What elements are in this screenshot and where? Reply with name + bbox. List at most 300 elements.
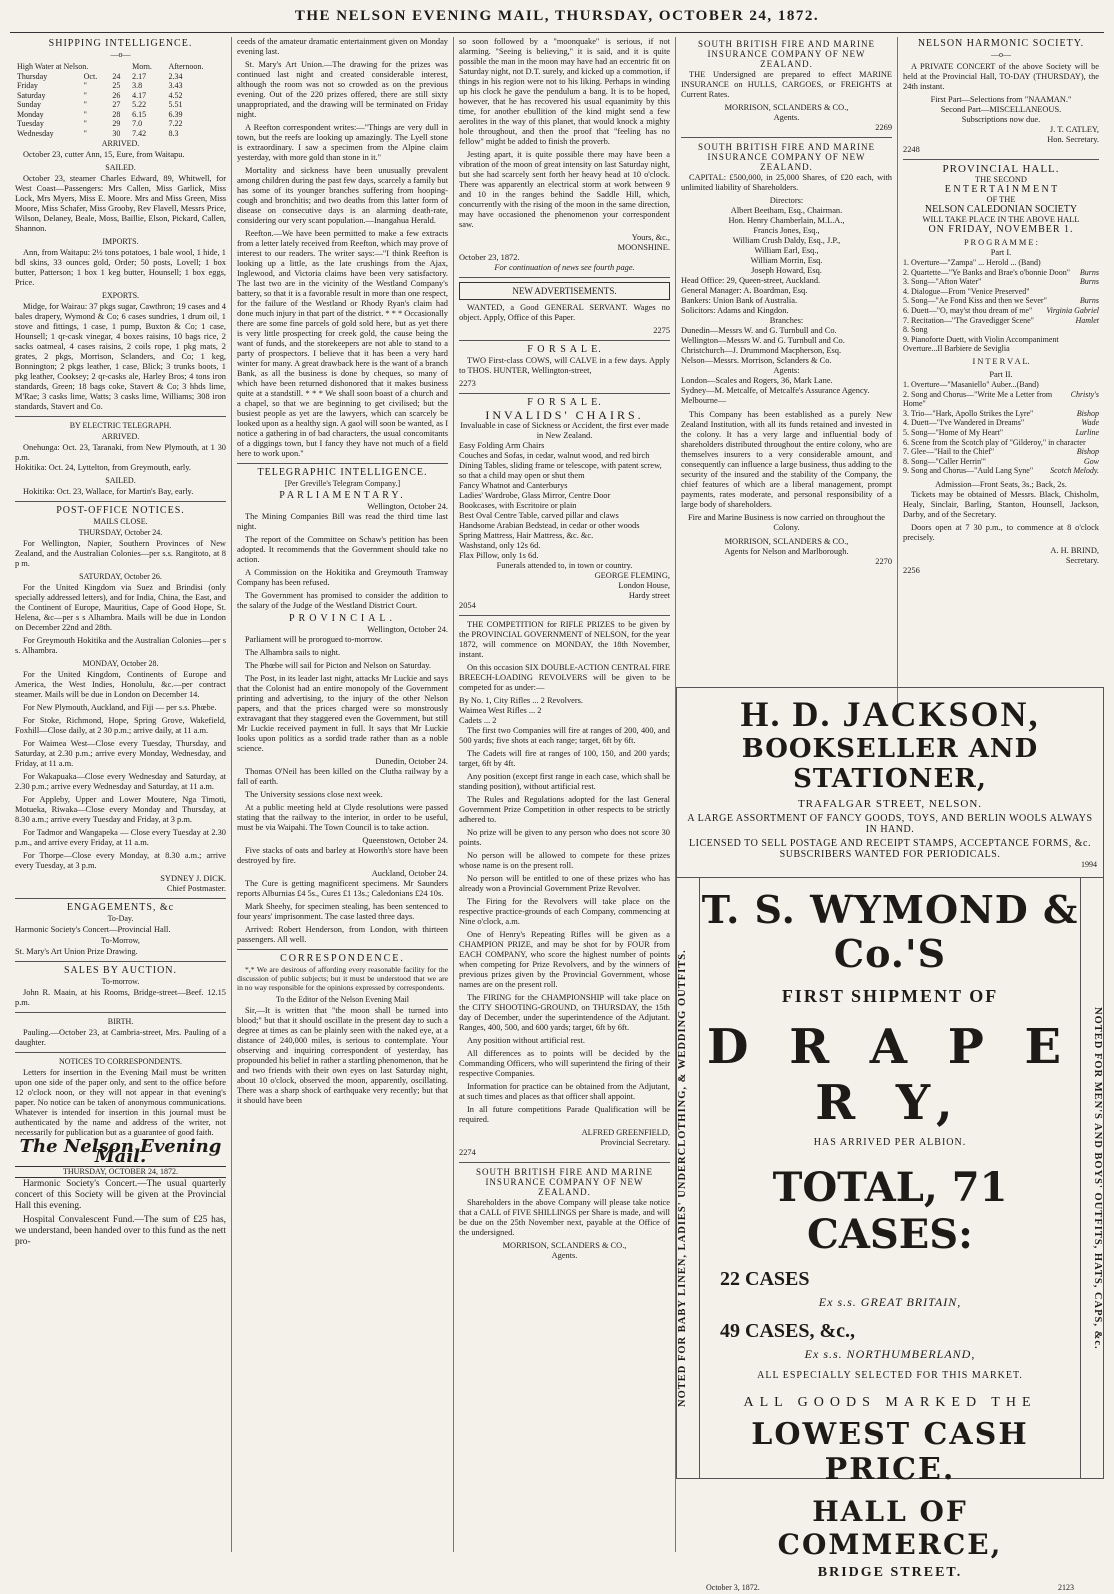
- exports-text: Midge, for Wairau: 37 pkgs sugar, Cawthron; 19 cases and 4 bales drapery, Wymond & Co; 6 cases sundries, 1 drum oil, 1 stove and fittings, 1 case, 1 pump, Buxton & Co; 1 case, Hounsell; 1 qr-cask vinegar, 4 boxes raisins, 10 bags rice, 2 sacks oatmeal, 4 cases raisins, 2 coils rope, 1 pkg mats, 2 grates, 2 pkgs, Morrison, Sclanders, and Co; 1 keg, Bonnington; 2 pkgs leather, 1 case, Blick; 3 trunks boots, 1 pkg leather, Cooksey; 2 qr-casks ale, Harley Bros; 4 tons iron standards, Green; 18 bags coke, Stavert & Co; 3 hhds lime, M'Rae; 3 casks lime, Watts; 3 casks lime, Williams; 308 iron standards, Stavert and Co.: [15, 302, 226, 411]
- programme-item: [903, 418, 1099, 428]
- invalids-chairs-heading: INVALIDS' CHAIRS.: [485, 408, 644, 422]
- ad-number: 2123: [1058, 1583, 1074, 1592]
- news-item: Five stacks of oats and barley at Howorth's store have been destroyed by fire.: [237, 846, 448, 865]
- programme-item: [903, 287, 1099, 297]
- invalids-sub: Invaluable in case of Sickness or Accident, the first ever made in New Zealand.: [460, 421, 669, 440]
- tide-day: Monday: [17, 109, 44, 119]
- ad-number: 2274: [459, 1148, 476, 1157]
- news-item: The Cure is getting magnificent specimens. Mr Saunders reports Alburnias £4 5s., Cures £1 13s.; Caledonians £24 10s.: [237, 879, 448, 898]
- south-british-call: Shareholders in the above Company will please take notice that a CALL of FIVE SHILLINGS per Share is made, and will be due on the 25th November next, payable at the Office of the undersigned.: [459, 1198, 670, 1237]
- jackson-name: H. D. JACKSON,: [740, 694, 1040, 734]
- news-item: Parliament will be prorogued to-morrow.: [245, 635, 383, 644]
- wymond-all-goods: ALL GOODS MARKED THE: [743, 1395, 1037, 1410]
- wymond-bridge: BRIDGE STREET.: [817, 1565, 963, 1580]
- programme-title: 5. Song—"Home of My Heart": [903, 427, 1004, 437]
- news-item: The Government has promised to consider the addition to the salary of the Judge of the Westland District Court.: [237, 591, 448, 610]
- dateline: Dunedin, October 24.: [375, 757, 448, 766]
- tide-day: Saturday: [17, 90, 46, 100]
- sailed-heading: SAILED.: [105, 476, 136, 485]
- post-item: For Stoke, Richmond, Hope, Spring Grove, Wakefield, Foxhill—Close daily, at 2 30 p.m.; arrive daily, at 11 a.m.: [15, 716, 226, 735]
- auction-tomorrow: To-morrow.: [101, 977, 140, 986]
- list-item: Handsome Arabian Bedstead, in cedar or other woods: [459, 521, 640, 530]
- dateline: Auckland, October 24.: [371, 869, 448, 878]
- rifle-rule: The FIRING for the CHAMPIONSHIP will take place on the CITY SHOOTING-GROUND, on THURSDAY, the 15th day of December, under the superintendence of the Adjutant. Ranges, 400, 500, and 600 yards; target, 6ft by 6ft.: [459, 993, 670, 1032]
- wymond-ex-2: Ex s.s. NORTHUMBERLAND,: [804, 1347, 976, 1361]
- correspondence-heading: CORRESPONDENCE.: [280, 953, 405, 964]
- programme-item: [903, 335, 1099, 354]
- table-row: [15, 119, 226, 129]
- programme-item: [903, 438, 1099, 448]
- divider: [459, 615, 670, 616]
- rifle-rule: No person will be allowed to compete for these prizes whose name is on the present roll.: [459, 851, 670, 870]
- new-ads-heading: NEW ADVERTISEMENTS.: [459, 282, 670, 300]
- tide-month: ": [83, 128, 87, 138]
- south-british-heading: SOUTH BRITISH FIRE AND MARINE INSURANCE COMPANY OF NEW ZEALAND.: [697, 39, 875, 69]
- column-4: [676, 37, 898, 717]
- list-item: Best Oval Centre Table, carved pillar and claws: [459, 511, 619, 520]
- programme-composer: Burns: [1079, 277, 1099, 287]
- programme-title: 9. Song and Chorus—"Auld Lang Syne": [903, 466, 1034, 476]
- article-para: A Reefton correspondent writes:—"Things are very dull in town, but the reefs are looking up amazingly. The Lyell stone is extraordinary. I saw a specimen from the Alpine claim yesterday, with more gold than stone in it.": [237, 123, 448, 162]
- wymond-lowest: LOWEST CASH PRICE.: [751, 1417, 1029, 1487]
- jackson-line2: LICENSED TO SELL POSTAGE AND RECEIPT STAMPS, ACCEPTANCE FORMS, &c. SUBSCRIBERS WANTED FOR PERIODICALS.: [689, 838, 1091, 860]
- divider: [237, 949, 448, 950]
- programme-title: 4. Dialogue—From "Venice Preserved": [903, 286, 1030, 296]
- will-take-place: WILL TAKE PLACE IN THE ABOVE HALL: [922, 215, 1080, 224]
- programme-title: 1. Overture—"Masaniello" Auber...(Band): [903, 379, 1039, 389]
- list-item: Wellington—Messrs W. and G. Turnbull and Co.: [681, 336, 845, 345]
- rifle-revolvers: On this occasion SIX DOUBLE-ACTION CENTRAL FIRE BREECH-LOADING REVOLVERS will be given to be competed for as under:—: [459, 663, 670, 692]
- divider: [15, 1012, 226, 1013]
- letter-para: Jesting apart, it is quite possible there may have been a vibration of the moon of great intensity on last Saturday night, but she had scarcely sent forth her heavy head at 10 o'clock. There was apparently an electrical storm at work between 9 and 10 in the ranges behind the Saddle Hill, which, concurrently with the rising of the moon in the same direction, may have occasioned the phenomenon your correspondent saw.: [459, 150, 670, 229]
- news-item: Mark Sheehy, for specimen stealing, has been sentenced to four years' imprisonment. The case lasted three days.: [237, 902, 448, 921]
- second-label: THE SECOND: [975, 175, 1027, 184]
- tide-month: ": [83, 81, 87, 90]
- post-signature: SYDNEY J. DICK.: [160, 874, 226, 883]
- fire-marine: Fire and Marine Business is now carried on throughout the Colony.: [687, 513, 885, 532]
- tide-morn: 6.15: [132, 109, 147, 119]
- tickets: Tickets may be obtained of Messrs. Black, Chisholm, Healy, Sinclair, Barling, Stanton, Hounsell, Jackson, Darby, and of the Secretary.: [903, 489, 1099, 519]
- news-item: Thomas O'Neil has been killed on the Clutha railway by a fall of earth.: [237, 767, 448, 786]
- tides-header: High Water at Nelson.: [17, 62, 89, 71]
- telegraphic-sub: [Per Greville's Telegram Company.]: [284, 479, 401, 488]
- tide-morn: 3.8: [132, 81, 143, 90]
- ad-wanted: WANTED, a Good GENERAL SERVANT. Wages no object. Apply, Office of this Paper.: [459, 303, 670, 322]
- subscriptions: Subscriptions now due.: [961, 115, 1041, 124]
- jackson-street: TRAFALGAR STREET, NELSON.: [797, 798, 983, 810]
- tide-date: 24: [112, 71, 121, 81]
- funerals-note: Funerals attended to, in town or country.: [496, 561, 633, 570]
- list-item: Bookcases, with Escritoire or plain: [459, 501, 577, 510]
- jackson-advert: [677, 688, 1103, 878]
- programme-title: 8. Song—"Caller Herrin'": [903, 456, 986, 466]
- paper-logo: The Nelson Evening Mail.: [19, 1136, 222, 1167]
- list-item: Francis Jones, Esq.,: [753, 226, 820, 235]
- telegraphic-heading: TELEGRAPHIC INTELLIGENCE.: [257, 467, 428, 478]
- programme-title: 5. Song—"Ae Fond Kiss and then we Sever": [903, 296, 1047, 306]
- divider: [237, 463, 448, 464]
- notices-text: Letters for insertion in the Evening Mail must be written upon one side of the paper only, and sent to the office before 12 o'clock noon, or they will not appear in that evening's paper. No notice can be taken of anonymous communications. Whatever is intended for insertion in this journal must be authenticated by the name and address of the writer, not necessarily for publication but as a guarantee of good faith.: [15, 1068, 226, 1137]
- caledonian-label: NELSON CALEDONIAN SOCIETY: [924, 204, 1078, 215]
- exports-heading: EXPORTS.: [101, 291, 140, 300]
- tide-day: Wednesday: [17, 128, 54, 138]
- wymond-total: TOTAL, 71 CASES:: [772, 1164, 1008, 1258]
- ad-number: 1994: [1081, 860, 1097, 869]
- mails-close: MAILS CLOSE.: [93, 517, 148, 526]
- news-item: At a public meeting held at Clyde resolutions were passed stating that the railway to the interior, in order to be useful, must be via Waipahi. The Town Council is to take action.: [237, 803, 448, 832]
- continuation-note: For continuation of news see fourth page.: [494, 263, 635, 272]
- harmonic-heading: NELSON HARMONIC SOCIETY.: [917, 38, 1085, 49]
- programme-title: 2. Quartette—"Ye Banks and Brae's o'bonnie Doon": [903, 267, 1071, 277]
- programme-title: 3. Trio—"Hark, Apollo Strikes the Lyre": [903, 408, 1034, 418]
- column-5: [898, 37, 1104, 717]
- list-item: William Morrin, Esq.: [750, 256, 823, 265]
- imports-heading: IMPORTS.: [102, 237, 139, 246]
- programme-composer: Gow: [1083, 456, 1099, 466]
- post-heading: POST-OFFICE NOTICES.: [56, 505, 185, 516]
- ornament: —o—: [110, 50, 131, 59]
- programme-title: 7. Recitation—"The Gravedigger Scene": [903, 315, 1034, 325]
- list-item: Hon. Henry Chamberlain, M.L.A.,: [728, 216, 845, 225]
- list-item: William Earl, Esq.,: [754, 246, 819, 255]
- entertainment-label: E N T E R T A I N M E N T: [944, 184, 1058, 195]
- interval-label: I N T E R V A L.: [972, 356, 1030, 366]
- rifle-rule: No prize will be given to any person who does not score 30 points.: [459, 828, 670, 847]
- tide-day: Friday: [17, 81, 38, 90]
- letter-date: October 23, 1872.: [459, 253, 520, 262]
- wymond-cases-1: 22 CASES: [720, 1268, 810, 1290]
- programme-item: [903, 380, 1099, 390]
- rifle-rule: Information for practice can be obtained from the Adjutant, at such times and places as that officer shall appoint.: [459, 1082, 670, 1101]
- divider: [903, 159, 1099, 160]
- programme-title: 3. Song—"Afton Water": [903, 277, 982, 287]
- news-item: The report of the Committee on Schaw's petition has been adopted. It recommends that the Government should take no action.: [237, 535, 448, 564]
- telegraph-sailed: Hokitika: Oct. 23, Wallace, for Martin's Bay, early.: [23, 487, 194, 496]
- arrived-text: October 23, cutter Ann, 15, Eure, from Waitapu.: [23, 150, 185, 159]
- company-sig: MORRISON, SCLANDERS & CO.,: [724, 537, 849, 546]
- ad-cows: TWO First-class COWS, will CALVE in a few days. Apply to THOS. HUNTER, Wellington-street,: [459, 356, 670, 375]
- general-manager: General Manager: A. Boardman, Esq.: [681, 286, 808, 295]
- post-item: For Appleby, Upper and Lower Moutere, Nga Timoti, Motueka, Riwaka—Close every Monday and Thursday, at 8.30 a.m.; arrive every Tuesday and Friday, at 3 p.m.: [15, 795, 226, 824]
- south-british-marine: THE Undersigned are prepared to effect MARINE INSURANCE on HULLS, CARGOES, or FREIGHTS at Current Rates.: [681, 70, 892, 99]
- article-para: Reefton.—We have been permitted to make a few extracts from a letter lately received from Reefton, which may prove of interest to our readers. The writer says:—"I think Reefton is looking up a little, as the late crushings from the Ajax, Inglewood, and Victoria claims have been very satisfactory. The last two are in the vicinity of the Westland Company's battery, so that it is a favorable result in more than one respect, for the failure of the Westland or Rhody Ryan's claim had done much injury in that part of the district. * * * Occasionally there are some fine parcels of gold sold here, but as yet there is very little prospecting for creek gold, the cause being the want of funds, and the storekeepers are not able to stand to a party of prospectors. I believe that it has been a very hard winter for many. A great drawback here is the want of a branch Bank, as all the business is done by cheques, so many of which have been returned dishonored that it makes business quite at a standstill. * * * We shall soon boast of a church and a chapel, so that we are beginning to get civilised; but the busiest people as yet are the lawyers, which can scarcely be looked upon as a healthy sign. A gaol will soon be wanted, as I notice a gathering in of bad characters, the usual concomitants of a diggings town, but I fancy they have not much of a field here to work upon.": [237, 229, 448, 458]
- tides-header-row: [15, 62, 226, 72]
- list-item: Ladies' Wardrobe, Glass Mirror, Centre Door: [459, 491, 611, 500]
- article-para: ceeds of the amateur dramatic entertainment given on Monday evening last.: [237, 37, 448, 56]
- ad-number: 2256: [903, 565, 920, 575]
- fleming-street: Hardy street: [628, 591, 670, 600]
- divider: [681, 137, 892, 138]
- tide-date: 26: [112, 90, 121, 100]
- rifle-rule: No person will be entitled to one of these prizes who has already won a Provincial Government Prize Revolver.: [459, 874, 670, 893]
- programme-item: [903, 390, 1099, 409]
- company-body: This Company has been established as a purely New Zealand Institution, with all its funds retained and invested in the colony. It has a very large and influential body of shareholders distributed throughout the entire colony, who are themselves insurers to a very considerable amount, and consequently can influence a large business, thus adding to the security of the insured and the stability of the Company, the chief features of which are a liberal management, prompt payments, rates moderate, and personal responsibility of a large body of shareholders.: [681, 410, 892, 509]
- article-para: St. Mary's Art Union.—The drawing for the prizes was continued last night and created considerable interest, although the room was not so crowded as on the previous evening. Out of the 220 prizes offered, there are still sixty unappropriated, and the drawing will be terminated on Friday night.: [237, 60, 448, 119]
- rifle-rule: Any position (except first range in each case, which shall be standing position), without artificial rest.: [459, 772, 670, 791]
- engagements-today: To-Day.: [107, 914, 134, 923]
- advert-block: [676, 687, 1104, 1592]
- tides-header: Afternoon.: [168, 62, 204, 71]
- list-item: Spring Mattress, Hair Mattress, &c. &c.: [459, 531, 594, 540]
- programme-item: [903, 466, 1099, 476]
- south-british-agents: Agents.: [773, 113, 800, 122]
- divider: [459, 277, 670, 278]
- list-item: Christchurch—J. Drummond Macpherson, Esq.: [681, 346, 842, 355]
- programme-composer: Bishop: [1076, 447, 1099, 457]
- masthead: THE NELSON EVENING MAIL, THURSDAY, OCTOBER 24, 1872.: [10, 8, 1104, 33]
- tide-aft: 2.34: [168, 71, 183, 81]
- ad-number: 2054: [459, 601, 476, 610]
- wymond-drapery: D R A P E R Y,: [706, 1019, 1074, 1131]
- programme-composer: Christy's: [1070, 389, 1099, 399]
- list-item: Sydney—M. Metcalfe, of Metcalfe's Assurance Agency.: [681, 386, 870, 395]
- agents-heading: Agents:: [773, 366, 800, 375]
- right-side-text: NOTED FOR MEN'S AND BOYS' OUTFITS, HATS, CAPS, &c.: [1080, 878, 1103, 1478]
- programme-composer: Burns: [1079, 296, 1099, 306]
- tide-month: ": [83, 100, 87, 109]
- programme-title: 9. Pianoforte Duett, with Violin Accompaniment Overture...Il Barbiere de Seviglia: [903, 334, 1059, 354]
- letter-para: so soon followed by a "moonquake" is serious, if not alarming. "Seeing is believing," it is said, and it is quite possible the man in the moon may have had an eccentric fit on Saturday night, not D.T. surely, and kicked up a commotion, if things in his region were not to his liking. Perhaps in winding up his clock he gave the pendulum a bang. It is to be hoped, however, that he has recovered his usual equanimity by this time, for another ebullition of the kind might send a few aerolites in the way of this planet, that would knock a mighty hole throughout, and then the proof that "feeling has no fellow" might be added to finish the proverb.: [459, 37, 670, 146]
- provincial-heading: PROVINCIAL.: [288, 613, 397, 624]
- column-1: [10, 37, 232, 1552]
- list-item: William Crush Daldy, Esq., J.P.,: [732, 236, 841, 245]
- programme-item: [903, 316, 1099, 326]
- programme-item: [903, 428, 1099, 438]
- list-item: Fancy Whatnot and Canterburys: [459, 481, 568, 490]
- sailed-text: October 23, steamer Charles Edward, 89, Whitwell, for West Coast—Passengers: Mrs Callen, Miss Garlick, Miss Lock, Mrs Myers, Miss E. Moore. Mrs and Miss Green, Miss Moore, Miss Schafer, Miss Grooby, Rev Flavell, Messrs Price, Wilson, Delaney, Beale, Moss, Baillie, Elson, Pickard, Callen, Shannon.: [15, 174, 226, 233]
- news-item: A Commission on the Hokitika and Greymouth Tramway Company has been refused.: [237, 568, 448, 587]
- of-the-label: OF THE: [986, 195, 1016, 204]
- post-item: For Waimea West—Close every Tuesday, Thursday, and Saturday, at 2.30 p.m.; arrive every Monday, Wednesday, and Friday, at 11 a.m.: [15, 739, 226, 768]
- post-day: SATURDAY, October 26.: [79, 572, 162, 581]
- doors: Doors open at 7 30 p.m., to commence at 8 o'clock precisely.: [903, 522, 1099, 542]
- list-item: Melbourne—: [681, 396, 727, 405]
- divider: [15, 961, 226, 962]
- divider: [15, 1052, 226, 1053]
- catley-name: J. T. CATLEY,: [1049, 125, 1099, 134]
- arrived-heading: ARRIVED.: [101, 432, 140, 441]
- part-two: Part II.: [989, 369, 1013, 379]
- tide-date: 25: [112, 81, 121, 90]
- news-item: The Alhambra sails to night.: [245, 648, 341, 657]
- dateline: Queenstown, October 24.: [362, 836, 448, 845]
- programme-item: [903, 447, 1099, 457]
- programme-composer: Lurline: [1075, 427, 1099, 437]
- wymond-selected: ALL ESPECIALLY SELECTED FOR THIS MARKET.: [757, 1370, 1023, 1381]
- table-row: [15, 91, 226, 101]
- post-item: For Wellington, Napier, Southern Provinces of New Zealand, and the Australian Colonies—per s.s. Rangitoto, at 8 p m.: [15, 539, 226, 568]
- telegraph-arrived: Onehunga: Oct. 23, Taranaki, from New Plymouth, at 1 30 p.m. Hokitika: Oct. 24, Lyttelton, from Greymouth, early.: [15, 443, 226, 472]
- programme-composer: Burns: [1079, 267, 1099, 277]
- post-item: For New Plymouth, Auckland, and Fiji — per s.s. Phœbe.: [23, 703, 217, 712]
- tide-month: Oct.: [83, 71, 98, 81]
- wymond-advert: [677, 878, 1103, 1592]
- programme-title: 7. Glee—"Hail to the Chief": [903, 447, 995, 457]
- tide-aft: 8.3: [168, 128, 179, 138]
- wymond-hall: HALL OF COMMERCE,: [777, 1495, 1003, 1561]
- fleming-name: GEORGE FLEMING,: [594, 571, 670, 580]
- brind-title: Secretary.: [1065, 555, 1099, 565]
- dateline: Wellington, October 24.: [367, 502, 448, 511]
- programme-title: 2. Song and Chorus—"Write Me a Letter from Home": [903, 389, 1053, 409]
- wymond-cases-2: 49 CASES, &c.,: [720, 1320, 856, 1342]
- harmonic-text: Harmonic Society's Concert.—The usual quarterly concert of this Society will be given at the Provincial Hall this evening.: [15, 1179, 226, 1211]
- rifle-rule: The Firing for the Revolvers will take place on the respective practice-grounds of each Company, commencing at Nine o'clock, a.m.: [459, 897, 670, 926]
- branches-heading: Branches:: [769, 316, 804, 325]
- list-item: Cadets ... 2: [459, 716, 497, 725]
- solicitors: Solicitors: Adams and Kingdon.: [681, 306, 789, 315]
- tide-aft: 5.51: [168, 100, 183, 109]
- list-item: Dining Tables, sliding frame or telescope, with patent screw, so that a child may open or shut them: [459, 461, 662, 480]
- wymond-name: T. S. WYMOND & Co.'S: [701, 887, 1079, 976]
- company-agents: Agents for Nelson and Marlborough.: [724, 547, 849, 556]
- ad-number: 2248: [903, 145, 920, 154]
- for-sale-heading: F O R S A L E.: [527, 397, 602, 408]
- tide-month: ": [83, 90, 87, 100]
- rifle-rule: In all future competitions Parade Qualification will be required.: [459, 1105, 670, 1124]
- list-item: London—Scales and Rogers, 36, Mark Lane.: [681, 376, 833, 385]
- post-item: For the United Kingdom, Continents of Europe and America, the West Indies, Honolulu, &c.—per contract steamer. Mails will be due in London on December 14.: [15, 670, 226, 699]
- ornament: —o—: [991, 50, 1011, 59]
- column-3: [454, 37, 676, 1552]
- list-item: Flax Pillow, only 1s 6d.: [459, 551, 539, 560]
- first-part: First Part—Selections from "NAAMAN.": [930, 95, 1072, 104]
- tide-morn: 7.0: [132, 119, 143, 128]
- programme-composer: Hamlet: [1075, 315, 1099, 325]
- admission: Admission—Front Seats, 3s.; Back, 2s.: [935, 479, 1067, 489]
- tide-aft: 6.39: [168, 109, 183, 119]
- provincial-hall-heading: PROVINCIAL HALL.: [942, 163, 1060, 175]
- auction-item: John R. Maain, at his Rooms, Bridge-street—Beef. 12.15 p.m.: [15, 988, 226, 1007]
- rifle-rule: The Cadets will fire at ranges of 100, 150, and 200 yards; target, 6ft by 4ft.: [459, 749, 670, 768]
- table-row: [15, 81, 226, 91]
- divider: [15, 501, 226, 502]
- part-one: Part I.: [990, 248, 1012, 257]
- table-row: [15, 100, 226, 110]
- post-day: MONDAY, October 28.: [82, 659, 159, 668]
- tide-month: ": [83, 119, 87, 128]
- rifle-signature-title: Provincial Secretary.: [600, 1138, 670, 1147]
- rifle-rule: One of Henry's Repeating Rifles will be given as a CHAMPION PRIZE, and may be shot for by FOUR from EACH COMPANY, who score the highest number of points when competing for Prize Revolvers, and by the winners of previous prizes given by the Provincial Government, whose names are on the present roll.: [459, 930, 670, 989]
- article-para: Mortality and sickness have been unusually prevalent among children during the past few days, scarcely a family but has some of its younger branches suffering from hooping-cough and bronchitis; and two deaths from this latter form of disease on consecutive days is an alarming death-rate, considering our very scant population.—Inangahua Herald.: [237, 166, 448, 225]
- rifle-intro: THE COMPETITION for RIFLE PRIZES to be given by the PROVINCIAL GOVERNMENT of NELSON, for the year 1872, will commence on MONDAY, the 18th November, instant.: [459, 620, 670, 659]
- divider: [459, 340, 670, 341]
- programme-composer: Bishop: [1076, 408, 1099, 418]
- tide-date: 29: [112, 119, 121, 128]
- ad-number: 2270: [875, 557, 892, 566]
- brind-name: A. H. BRIND,: [1050, 545, 1099, 555]
- correspondence-note: *,* We are desirous of affording every reasonable facility for the discussion of public subjects; but it must be understood that we are in no way responsible for the opinions expressed by correspondents.: [237, 965, 448, 992]
- divider: [15, 416, 226, 417]
- wymond-ex-1: Ex s.s. GREAT BRITAIN,: [818, 1295, 962, 1309]
- notices-heading: NOTICES TO CORRESPONDENTS.: [58, 1057, 183, 1066]
- programme-composer: Virginia Gabriel: [1046, 305, 1099, 315]
- tide-morn: 4.17: [132, 90, 147, 100]
- ad-number: 2273: [459, 379, 476, 388]
- rifle-rule: All differences as to points will be decided by the Commanding Officers, who will superintend the firing of their respective Companies.: [459, 1049, 670, 1078]
- divider: [15, 898, 226, 899]
- auction-heading: SALES BY AUCTION.: [63, 965, 178, 976]
- list-item: Nelson—Messrs. Morrison, Sclanders & Co.: [681, 356, 832, 365]
- correspondence-to: To the Editor of the Nelson Evening Mail: [276, 995, 409, 1004]
- ad-number: 2269: [875, 123, 892, 132]
- programme-item: [903, 296, 1099, 306]
- list-item: Easy Folding Arm Chairs: [459, 441, 545, 450]
- birth-text: Pauling.—October 23, at Cambria-street, Mrs. Pauling of a daughter.: [15, 1028, 226, 1047]
- post-item: For Wakapuaka—Close every Wednesday and Saturday, at 2.30 p.m.; arrive every Wednesday and Saturday, at 11 a.m.: [15, 772, 226, 791]
- tide-date: 30: [112, 128, 121, 138]
- programme-item: [903, 258, 1099, 268]
- wymond-center: [700, 878, 1080, 1592]
- for-sale-heading: F O R S A L E.: [527, 344, 602, 355]
- programme-title: 4. Duett—"I've Wandered in Dreams": [903, 418, 1025, 428]
- post-item: For Thorpe—Close every Monday, at 8.30 a.m.; arrive every Tuesday, at 3 p.m.: [15, 851, 226, 870]
- wymond-arrived: HAS ARRIVED PER ALBION.: [813, 1137, 967, 1148]
- column-2: [232, 37, 454, 1552]
- south-british-heading: SOUTH BRITISH FIRE AND MARINE INSURANCE COMPANY OF NEW ZEALAND.: [697, 142, 875, 172]
- divider: [459, 393, 670, 394]
- hospital-text: Hospital Convalescent Fund.—The sum of £25 has, we understand, been handed over to this fund as the nett pro-: [15, 1215, 226, 1247]
- birth-heading: BIRTH.: [107, 1017, 134, 1026]
- news-item: The Phœbe will sail for Picton and Nelson on Saturday.: [245, 661, 432, 670]
- jackson-trade: BOOKSELLER AND STATIONER,: [741, 734, 1039, 794]
- wymond-shipment: FIRST SHIPMENT OF: [781, 986, 999, 1006]
- programme-item: [903, 325, 1099, 335]
- jackson-line1: A LARGE ASSORTMENT OF FANCY GOODS, TOYS, AND BERLIN WOOLS ALWAYS IN HAND.: [687, 813, 1093, 835]
- harmonic-text: A PRIVATE CONCERT of the above Society will be held at the Provincial Hall, TO-DAY (THURSDAY), the 24th instant.: [903, 62, 1099, 91]
- shipping-heading: SHIPPING INTELLIGENCE.: [48, 38, 193, 49]
- rifle-rule: Any position without artificial rest.: [467, 1036, 585, 1045]
- bankers: Bankers: Union Bank of Australia.: [681, 296, 798, 305]
- tide-morn: 2.17: [132, 71, 147, 81]
- table-row: [15, 110, 226, 120]
- south-british-heading: SOUTH BRITISH FIRE AND MARINE INSURANCE COMPANY OF NEW ZEALAND.: [475, 1167, 653, 1197]
- rifle-rule: The first two Companies will fire at ranges of 200, 400, and 500 yards; five shots at each range; target, 6ft by 6ft.: [459, 726, 670, 745]
- capital-text: CAPITAL: £500,000, in 25,000 Shares, of £20 each, with unlimited liability of Shareholders.: [681, 173, 892, 192]
- sailed-heading: SAILED.: [105, 163, 136, 172]
- tide-day: Thursday: [17, 71, 48, 81]
- tide-aft: 3.43: [168, 81, 183, 90]
- programme-title: 6. Duett—"O, may'st thou dream of me": [903, 305, 1033, 315]
- programme-composer: Wade: [1081, 418, 1099, 428]
- dateline: Wellington, October 24.: [367, 625, 448, 634]
- programme-title: 6. Scene from the Scotch play of "Gilderoy," in character: [903, 437, 1086, 447]
- friday-label: ON FRIDAY, NOVEMBER 1.: [928, 224, 1074, 235]
- engagements-tomorrow: To-Morrow,: [101, 936, 140, 945]
- programme-item: [903, 306, 1099, 316]
- engagement-item: St. Mary's Art Union Prize Drawing.: [15, 947, 138, 956]
- fleming-house: London House,: [618, 581, 670, 590]
- list-item: Waimea West Rifles ... 2: [459, 706, 542, 715]
- tides-table: [15, 62, 226, 138]
- directors-heading: Directors:: [769, 196, 804, 205]
- letter-signature: MOONSHINE.: [617, 243, 670, 252]
- table-row: [15, 72, 226, 82]
- programme-composer: Scotch Melody.: [1050, 466, 1099, 476]
- post-day: THURSDAY, October 24.: [78, 528, 163, 537]
- second-part: Second Part—MISCELLANEOUS.: [940, 105, 1062, 114]
- list-item: Dunedin—Messrs W. and G. Turnbull and Co.: [681, 326, 837, 335]
- letter-signoff: Yours, &c.,: [631, 233, 670, 242]
- rifle-signature: ALFRED GREENFIELD,: [581, 1128, 670, 1137]
- list-item: Joseph Howard, Esq.: [751, 266, 822, 275]
- tide-aft: 4.52: [168, 90, 183, 100]
- parliamentary-heading: PARLIAMENTARY.: [279, 490, 406, 501]
- tide-month: ": [83, 109, 87, 119]
- wymond-footer: [700, 1581, 1080, 1594]
- south-british-agents: Agents.: [551, 1251, 578, 1260]
- tide-date: 28: [112, 109, 121, 119]
